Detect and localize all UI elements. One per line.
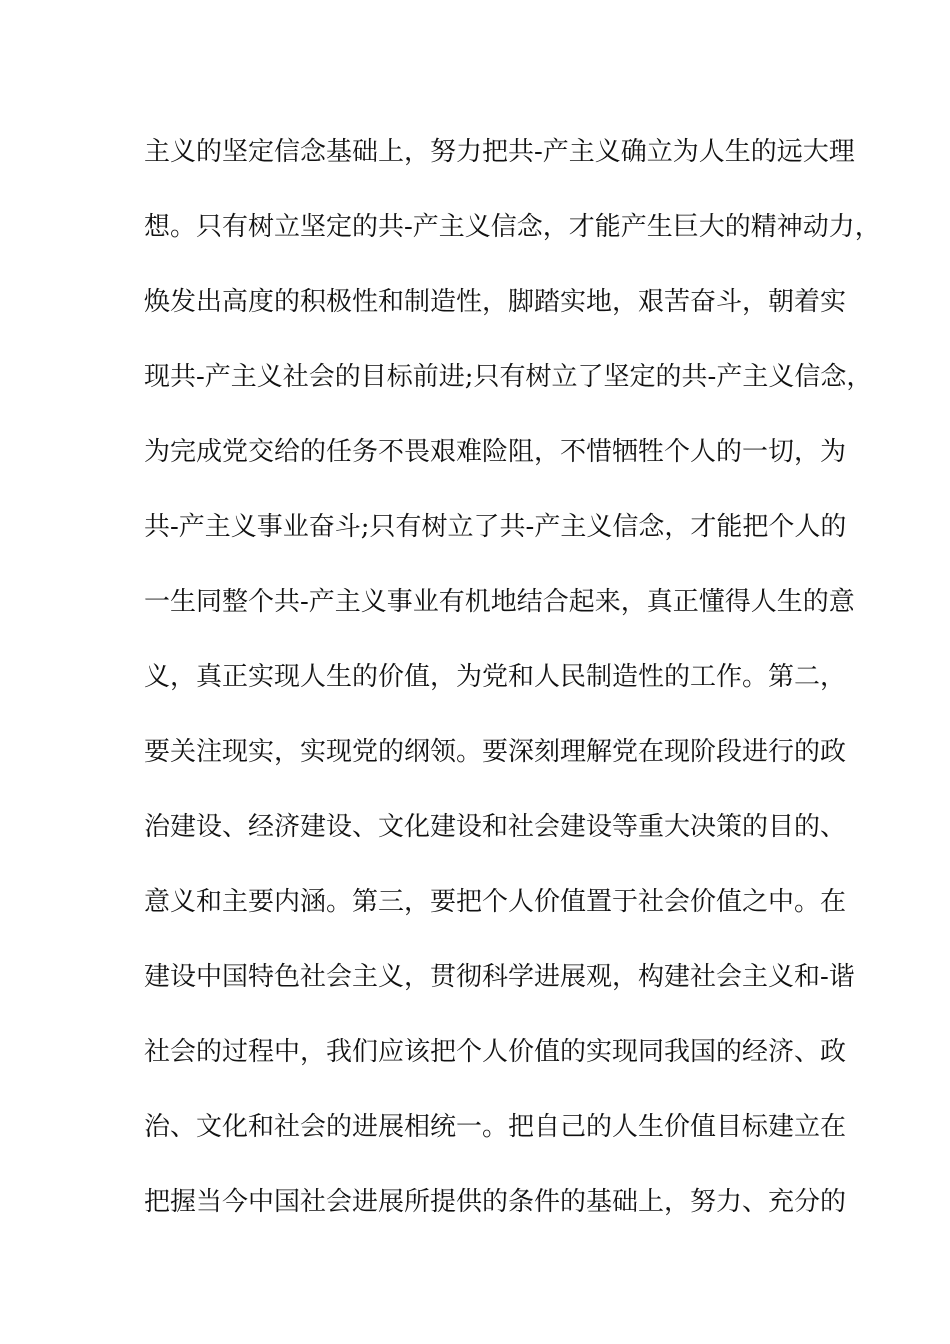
text-line: 共-产主义事业奋斗;只有树立了共-产主义信念，才能把个人的	[144, 512, 847, 542]
text-line: 把握当今中国社会进展所提供的条件的基础上，努力、充分的	[144, 1187, 847, 1217]
text-line: 治建设、经济建设、文化建设和社会建设等重大决策的目的、	[144, 812, 847, 842]
body-text	[144, 130, 881, 1255]
text-line: 为完成党交给的任务不畏艰难险阻，不惜牺牲个人的一切，为	[144, 437, 847, 467]
text-line: 意义和主要内涵。第三，要把个人价值置于社会价值之中。在	[144, 887, 847, 917]
text-line: 治、文化和社会的进展相统一。把自己的人生价值目标建立在	[144, 1112, 847, 1142]
text-line: 主义的坚定信念基础上，努力把共-产主义确立为人生的远大理	[144, 137, 855, 167]
text-line: 要关注现实，实现党的纲领。要深刻理解党在现阶段进行的政	[144, 737, 847, 767]
text-line: 社会的过程中，我们应该把个人价值的实现同我国的经济、政	[144, 1037, 847, 1067]
text-line: 一生同整个共-产主义事业有机地结合起来，真正懂得人生的意	[144, 587, 855, 617]
text-line: 想。只有树立坚定的共-产主义信念，才能产生巨大的精神动力，	[144, 212, 881, 242]
text-line: 建设中国特色社会主义，贯彻科学进展观，构建社会主义和-谐	[144, 962, 855, 992]
text-line: 义，真正实现人生的价值，为党和人民制造性的工作。第二，	[144, 662, 847, 692]
text-line: 现共-产主义社会的目标前进;只有树立了坚定的共-产主义信念，	[144, 362, 873, 392]
text-line: 焕发出高度的积极性和制造性，脚踏实地，艰苦奋斗，朝着实	[144, 287, 847, 317]
